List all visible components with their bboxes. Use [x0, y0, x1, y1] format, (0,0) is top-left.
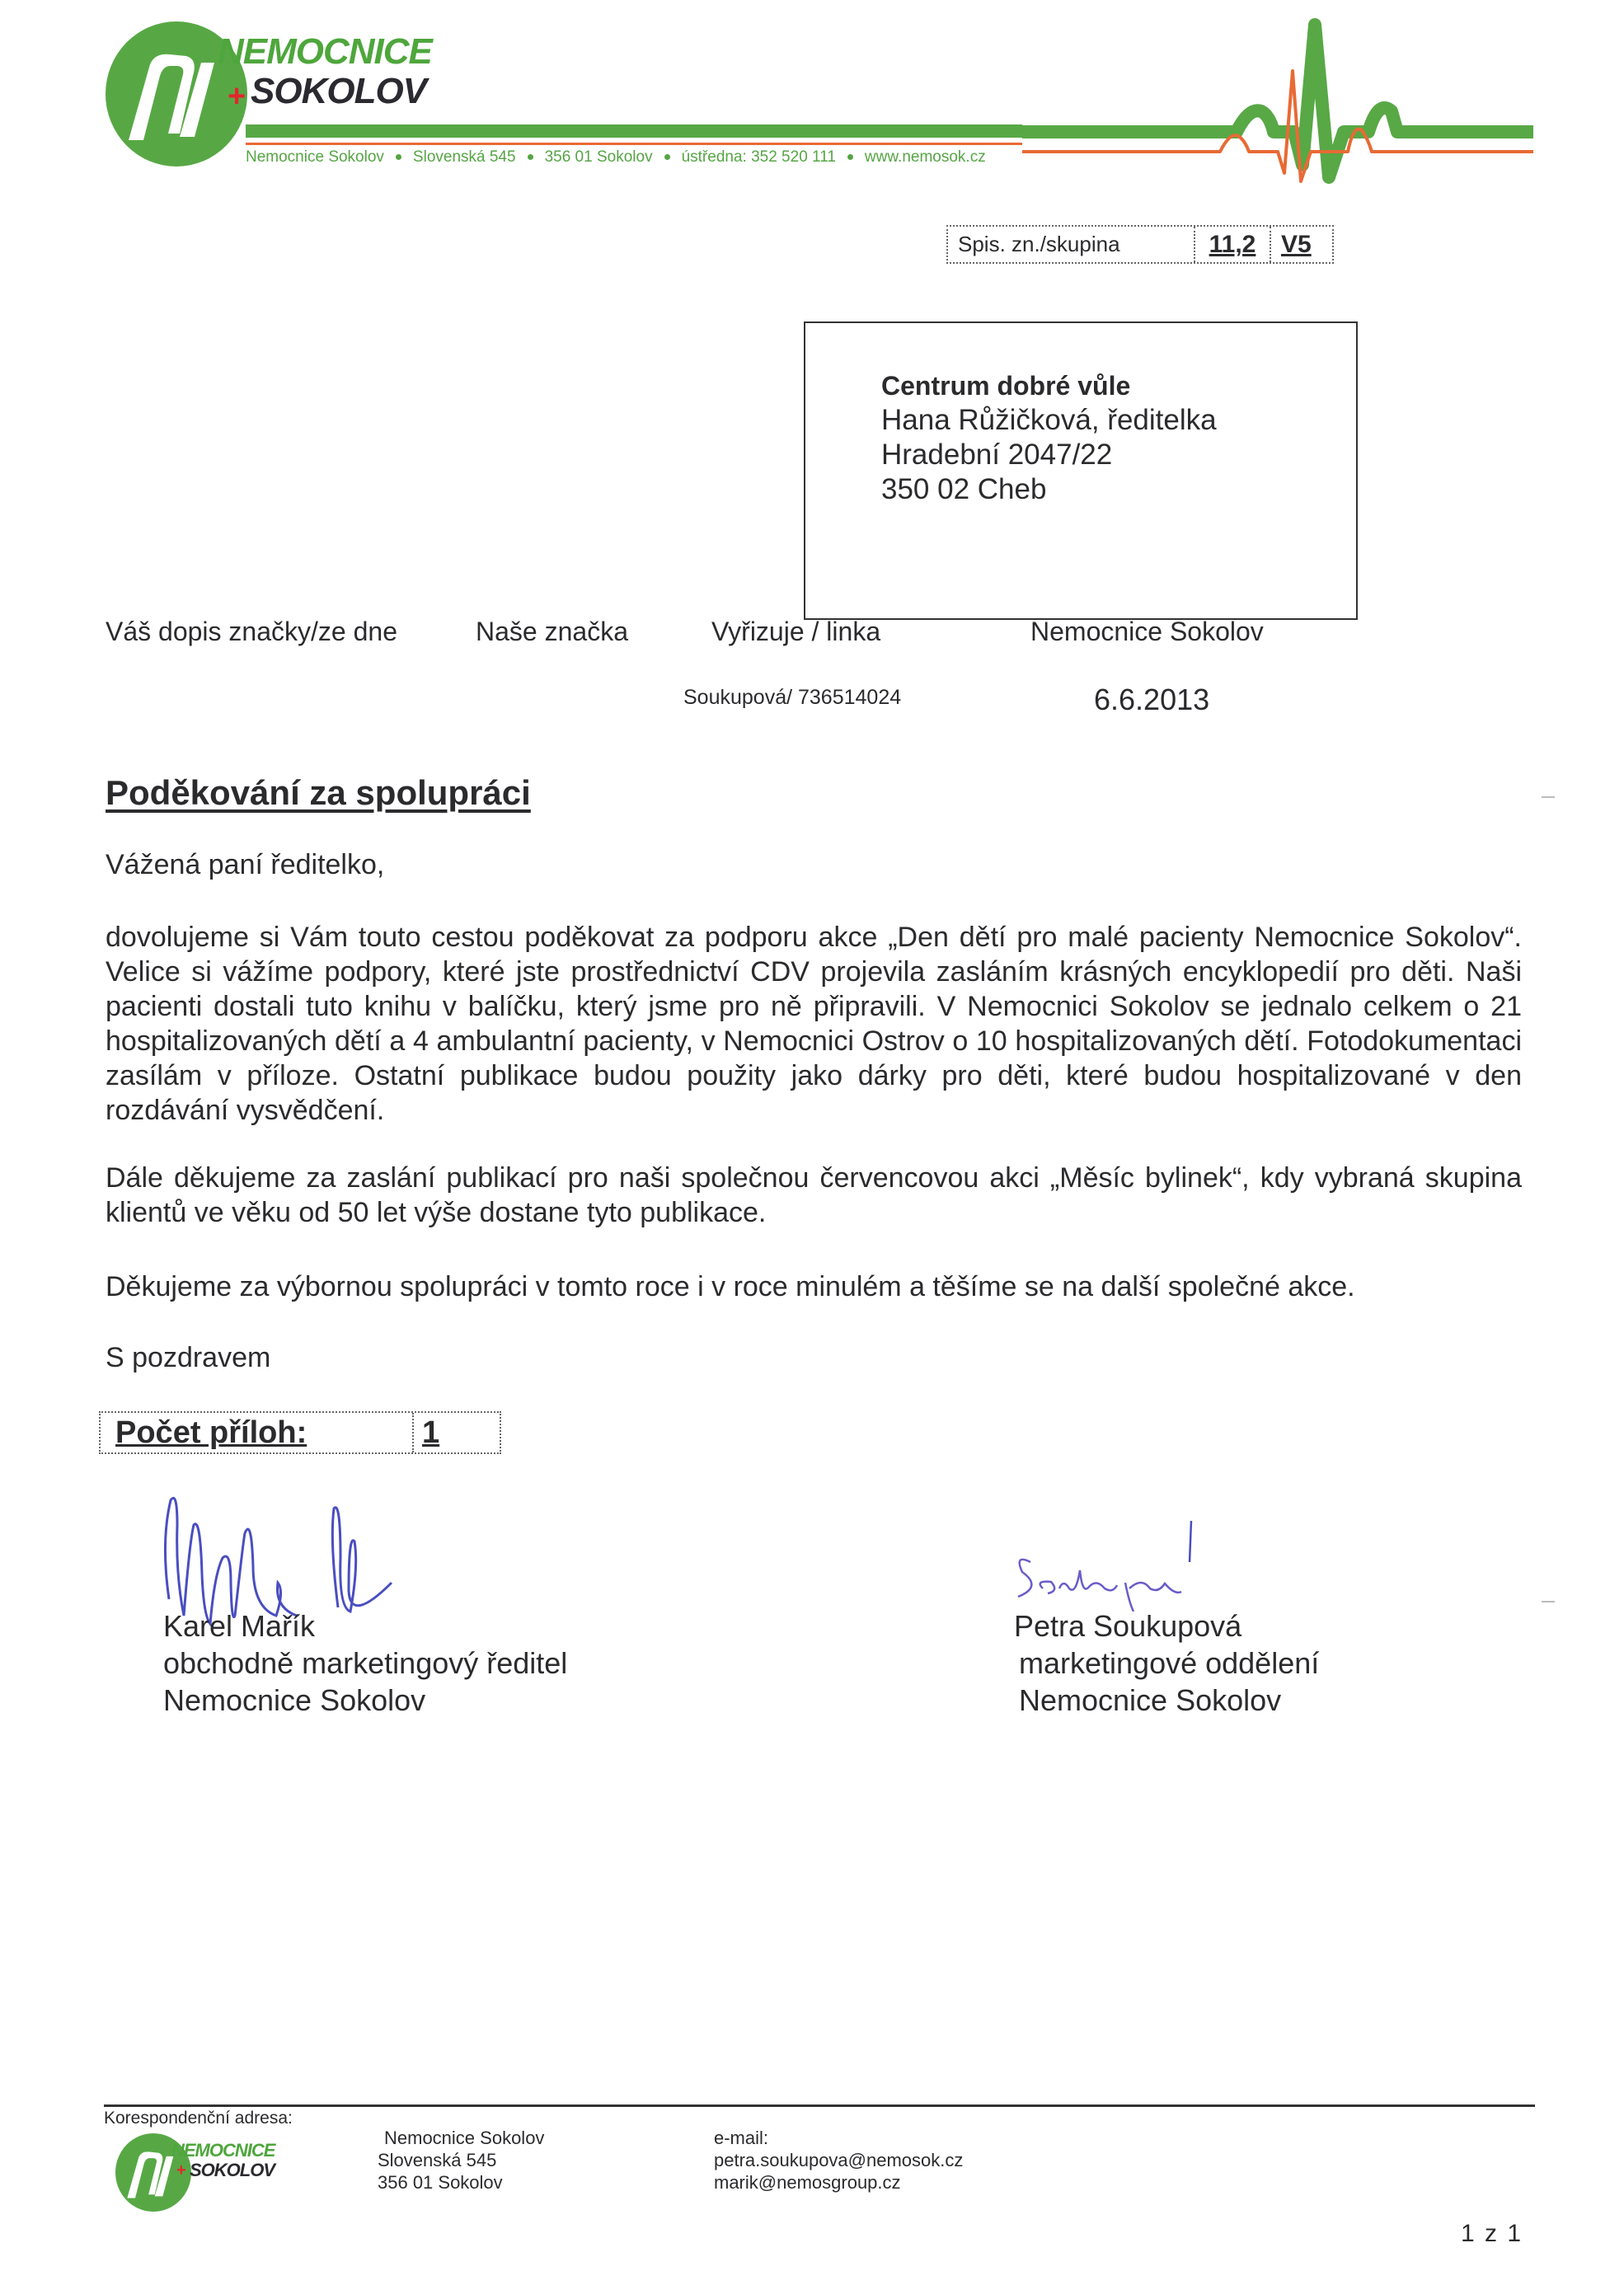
file-reference-group: V5 — [1281, 231, 1312, 258]
email-link-soukupova[interactable]: petra.soukupova@nemosok.cz — [714, 2150, 964, 2170]
file-reference-number: 11,2 — [1195, 227, 1271, 262]
signature-soukupova-icon — [1010, 1513, 1274, 1612]
attachments-box — [99, 1411, 501, 1454]
paragraph-3: Děkujeme za výbornou spolupráci v tomto roce i v roce minulém a těšíme se na další společné akce. — [106, 1271, 1355, 1302]
logo-text-sokolov: SOKOLOV — [251, 71, 427, 111]
recipient-address — [881, 368, 1217, 507]
contact-street: Slovenská 545 — [412, 148, 516, 166]
signatory-marik — [163, 1607, 567, 1719]
signatory-name: Karel Mařík — [163, 1609, 316, 1643]
file-reference-label: Spis. zn./skupina — [948, 227, 1195, 262]
recipient-organization: Centrum dobré vůle — [881, 371, 1131, 401]
attachments-count: 1 — [422, 1415, 440, 1450]
recipient-street: Hradební 2047/22 — [881, 439, 1113, 471]
footer-address-city: 356 01 Sokolov — [378, 2172, 503, 2193]
signatory-organization: Nemocnice Sokolov — [1019, 1683, 1282, 1717]
signatory-position: marketingové oddělení — [1019, 1646, 1320, 1680]
recipient-name: Hana Růžičková, ředitelka — [881, 404, 1217, 436]
footer-address-org: Nemocnice Sokolov — [384, 2128, 545, 2148]
margin-mark — [1542, 1601, 1555, 1602]
paragraph-1: dovolujeme si Vám touto cestou poděkovat za podporu akce „Den dětí pro malé pacienty Nemocnice Sokolov“. Velice si vážíme podpory, které jste prostřednictví CDV projevila zasláním krásných encyklopedií pro děti. Naši pacienti dostali tuto knihu v balíčku, který jsme pro ně připravili. V Nemocnici Sokolov se jednalo celkem o 21 hospitalizovaných dětí a 4 ambulantní pacienty, v Nemocnici Ostrov o 10 hospitalizovaných dětí. Fotodokumentaci zasílám v příloze. Ostatní publikace budou použity jako dárky pro děti, které budou hospitalizované v den rozdávání vysvědčení. — [106, 922, 1522, 1126]
margin-mark — [1542, 796, 1555, 798]
signatory-soukupova — [1014, 1607, 1319, 1719]
bullet-icon — [847, 154, 853, 160]
red-cross-icon: + — [228, 79, 246, 114]
signatory-position: obchodně marketingový ředitel — [163, 1646, 568, 1680]
footer-emails — [714, 2127, 963, 2194]
email-link-marik[interactable]: marik@nemosgroup.cz — [714, 2172, 901, 2193]
our-reference-label: Naše značka — [476, 617, 628, 646]
footer-address-street: Slovenská 545 — [378, 2150, 497, 2170]
footer-red-cross-icon: + — [176, 2161, 186, 2180]
place-label: Nemocnice Sokolov — [1030, 617, 1264, 646]
logo-n-mark-icon — [122, 51, 229, 142]
letter-date: 6.6.2013 — [1094, 683, 1210, 716]
footer-logo-text-sokolov: SOKOLOV — [190, 2160, 275, 2180]
closing: S pozdravem — [106, 1342, 271, 1373]
letter-title: Poděkování za spolupráci — [106, 773, 531, 812]
footer-label: Korespondenční adresa: — [104, 2109, 293, 2128]
contact-org: Nemocnice Sokolov — [246, 148, 384, 166]
ecg-heartbeat-icon — [1022, 8, 1533, 190]
signatory-organization: Nemocnice Sokolov — [163, 1683, 426, 1717]
logo-text-nemocnice: NEMOCNICE — [218, 31, 432, 72]
footer-logo — [115, 2133, 322, 2212]
contact-city: 356 01 Sokolov — [544, 148, 653, 166]
header-contact-line — [246, 148, 986, 167]
your-letter-label: Váš dopis značky/ze dne — [106, 617, 397, 646]
footer-divider — [104, 2104, 1535, 2107]
footer-logo-text-nemocnice: NEMOCNICE — [171, 2140, 275, 2161]
attachments-label: Počet příloh: — [101, 1413, 414, 1452]
footer-address — [378, 2127, 544, 2194]
footer-email-label: e-mail: — [714, 2128, 769, 2148]
recipient-city: 350 02 Cheb — [881, 473, 1047, 505]
handled-by-value: Soukupová/ 736514024 — [683, 686, 902, 709]
paragraph-2: Dále děkujeme za zaslání publikací pro naši společnou červencovou akci „Měsíc bylinek“, kdy vybraná skupina klientů ve věku od 50 let výše dostane tyto publikace. — [106, 1162, 1522, 1228]
bullet-icon — [528, 154, 533, 160]
bullet-icon — [664, 154, 670, 160]
contact-website: www.nemosok.cz — [864, 148, 986, 166]
salutation: Vážená paní ředitelko, — [106, 849, 385, 880]
bullet-icon — [396, 154, 401, 160]
file-reference-box — [946, 225, 1334, 264]
contact-phone: ústředna: 352 520 111 — [681, 148, 836, 166]
handled-by-label: Vyřizuje / linka — [711, 617, 881, 646]
signatory-name: Petra Soukupová — [1014, 1609, 1242, 1643]
page-number: 1 z 1 — [1461, 2220, 1523, 2247]
